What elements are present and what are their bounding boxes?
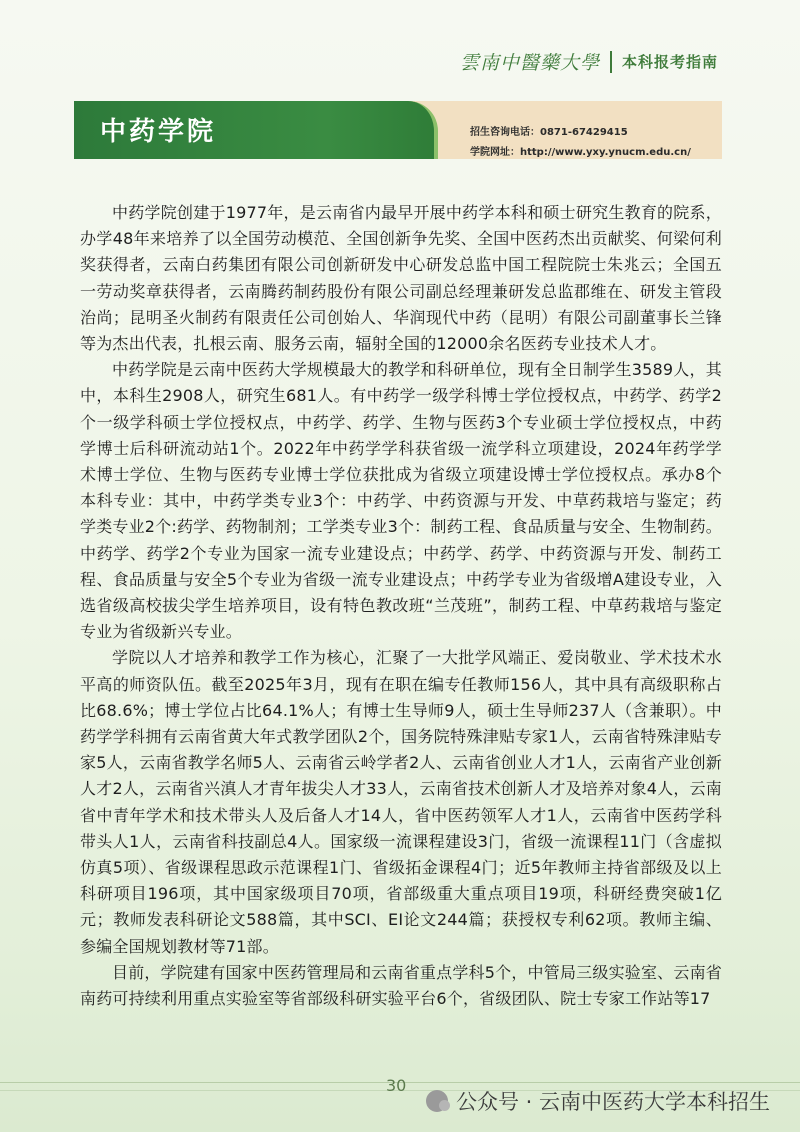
watermark <box>426 1086 770 1116</box>
page-title: 中药学院 <box>100 117 217 147</box>
watermark-text: 公众号 · 云南中医药大学本科招生 <box>455 1090 770 1114</box>
website-link[interactable]: http://www.yxy.ynucm.edu.cn/ <box>520 147 691 158</box>
website-row <box>470 143 691 163</box>
paragraph-history: 中药学院创建于1977年，是云南省内最早开展中药学本科和硕士研究生教育的院系，办学48年来培养了以全国劳动模范、全国创新争先奖、全国中医药杰出贡献奖、何梁何利奖获得者，云南白药集团有限公司创新研发中心研发总监中国工程院院士朱兆云；全国五一劳动奖章获得者，云南腾药制药股份有限公司副总经理兼研发总监郡维在、研发主管段治尚；昆明圣火制药有限责任公司创始人、华润现代中药（昆明）有限公司副董事长兰锋等为杰出代表，扎根云南、服务云南，辐射全国的12000余名医药专业技术人才。 <box>80 203 722 354</box>
brand-divider <box>610 51 612 73</box>
paragraph-faculty: 学院以人才培养和教学工作为核心，汇聚了一大批学风端正、爱岗敬业、学术技术水平高的师资队伍。截至2025年3月，现有在职在编专任教师156人，其中具有高级职称占比68.6%；博士学位占比64.1%人；有博士生导师9人，硕士生导师237人（含兼职）。中药学学科拥有云南省黄大年式教学团队2个，国务院特殊津贴专家1人，云南省特殊津贴专家5人，云南省教学名师5人、云南省云岭学者2人、云南省创业人才1人，云南省产业创新人才2人，云南省兴滇人才青年拔尖人才33人，云南省技术创新人才及培养对象4人，云南省中青年学术和技术带头人及后备人才14人，省中医药领军人才1人，云南省中医药学科带头人1人，云南省科技副总4人。国家级一流课程建设3门，省级一流课程11门（含虚拟仿真5项）、省级课程思政示范课程1门、省级拓金课程4门；近5年教师主持省部级及以上科研项目196项，其中国家级项目70项，省部级重大重点项目19项，科研经费突破1亿元；教师发表科研论文588篇，其中SCI、EI论文244篇；获授权专利62项。教师主编、参编全国规划教材等71部。 <box>80 648 722 956</box>
paragraph-scale: 中药学院是云南中医药大学规模最大的教学和科研单位，现有全日制学生3589人，其中，本科生2908人，研究生681人。有中药学一级学科博士学位授权点，中药学、药学2个一级学科硕士学位授权点，中药学、药学、生物与医药3个专业硕士学位授权点，中药学博士后科研流动站1个。2022年中药学学科获省级一流学科立项建设，2024年药学学术博士学位、生物与医药专业博士学位获批成为省级立项建设博士学位授权点。承办8个本科专业：其中，中药学类专业3个：中药学、中药资源与开发、中草药栽培与鉴定；药学类专业2个:药学、药物制剂；工学类专业3个：制药工程、食品质量与安全、生物制药。中药学、药学2个专业为国家一流专业建设点；中药学、药学、中药资源与开发、制药工程、食品质量与安全5个专业为省级一流专业建设点；中药学专业为省级增A建设专业，入选省级高校拔尖学生培养项目，设有特色教改班“兰茂班”，制药工程、中草药栽培与鉴定专业为省级新兴专业。 <box>80 360 722 642</box>
guide-label: 本科报考指南 <box>621 53 718 71</box>
wechat-icon <box>426 1090 448 1112</box>
top-brand <box>460 48 718 75</box>
paragraph-platforms: 目前，学院建有国家中医药管理局和云南省重点学科5个，中管局三级实验室、云南省南药可持续利用重点实验室等省部级科研实验平台6个，省级团队、院士专家工作站等17 <box>80 962 722 1009</box>
university-logo: 雲南中醫藥大學 <box>459 52 600 74</box>
page-number: 30 <box>386 1076 407 1095</box>
website-label: 学院网址： <box>470 147 520 158</box>
article-body <box>80 200 722 1012</box>
phone-row <box>470 123 691 143</box>
contact-info <box>470 123 691 163</box>
phone-number: 0871-67429415 <box>540 127 628 138</box>
phone-label: 招生咨询电话： <box>470 127 540 138</box>
